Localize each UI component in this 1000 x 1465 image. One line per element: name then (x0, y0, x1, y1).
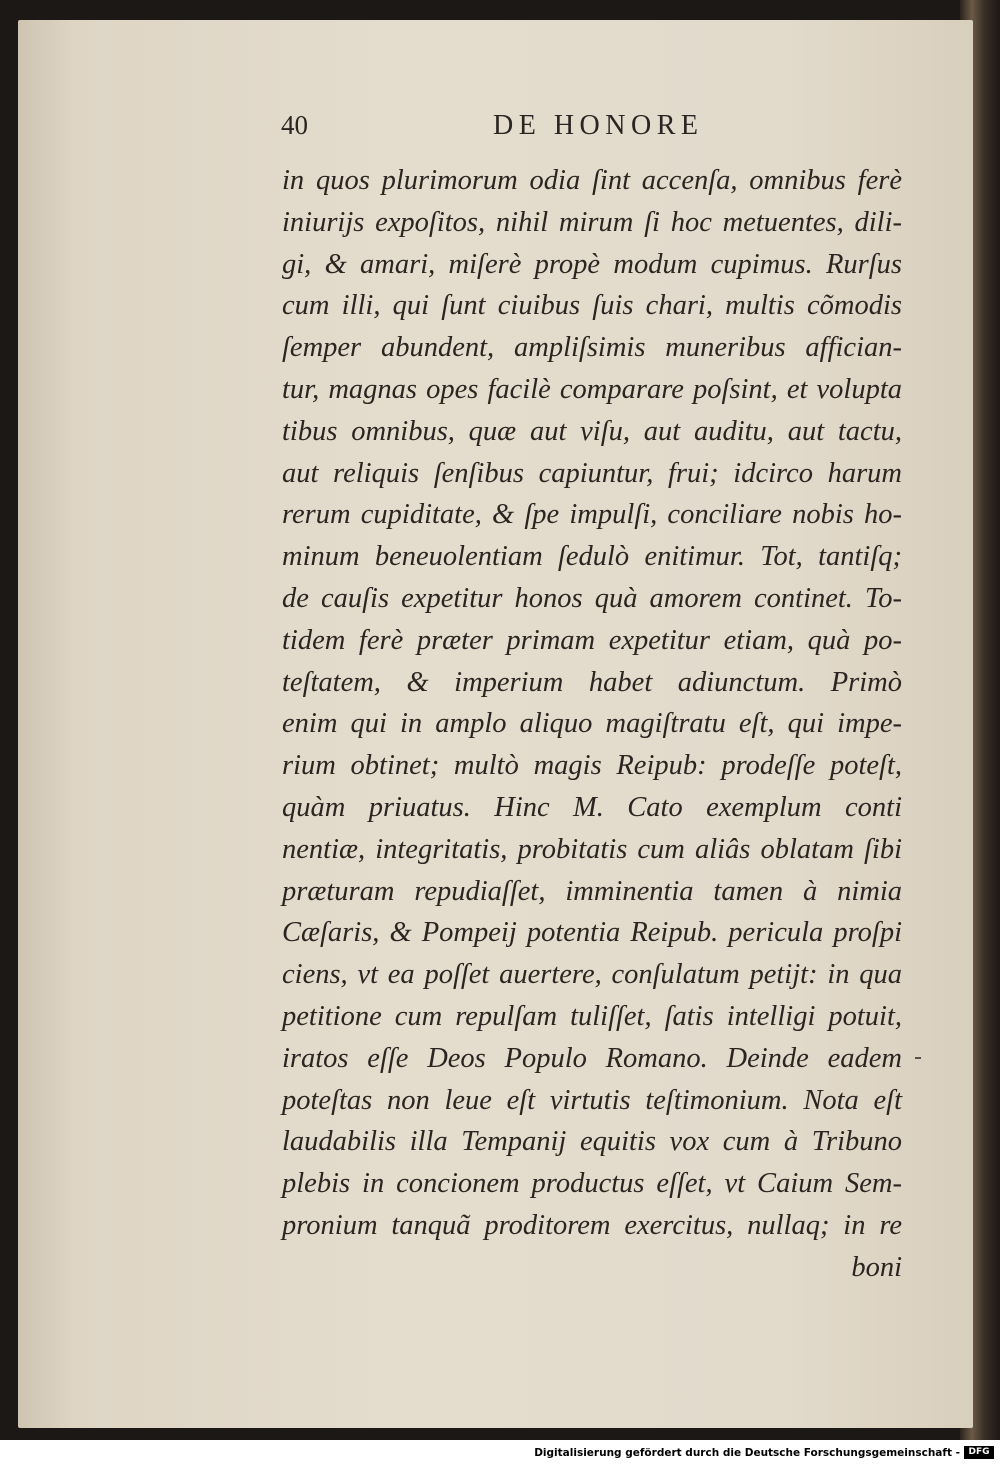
text-line: teſtatem, & imperium habet adiunctum. Primò (282, 666, 902, 698)
text-line: nentiæ, integritatis, probitatis cum aliâs oblatam ſibi (282, 833, 902, 865)
text-line: tur, magnas opes facilè comparare poſsint, et volupta (282, 373, 902, 405)
text-line: cum illi, qui ſunt ciuibus ſuis chari, multis cõmodis (282, 290, 902, 322)
text-line: pronium tanquã proditorem exercitus, nullaq; in re (282, 1209, 902, 1241)
text-line: aut reliquis ſenſibus capiuntur, frui; idcirco harum (282, 457, 902, 489)
text-line: gi, & amari, miſerè propè modum cupimus. Rurſus (282, 248, 902, 280)
text-line: ſemper abundent, ampliſsimis muneribus affician- (282, 332, 902, 364)
running-title: DE HONORE (493, 110, 704, 141)
text-line: ciens, vt ea poſſet auertere, conſulatum petijt: in qua (282, 959, 902, 991)
text-line: plebis in concionem productus eſſet, vt Caium Sem- (282, 1168, 902, 1200)
page-number: 40 (281, 110, 308, 140)
text-line: laudabilis illa Tempanij equitis vox cum à Tribuno (282, 1126, 902, 1158)
text-line: præturam repudiaſſet, imminentia tamen à nimia (282, 875, 902, 907)
text-line: petitione cum repulſam tuliſſet, ſatis intelligi potuit, (282, 1000, 902, 1032)
text-line: in quos plurimorum odia ſint accenſa, omnibus ferè (282, 165, 902, 196)
text-line: tibus omnibus, quæ aut viſu, aut auditu, aut tactu, (282, 415, 902, 447)
footer-bar (0, 1440, 1000, 1465)
text-line: tidem ferè præter primam expetitur etiam, quà po- (282, 624, 902, 656)
text-line: minum beneuolentiam ſedulò enitimur. Tot, tantiſq; (282, 541, 902, 573)
text-line: rerum cupiditate, & ſpe impulſi, conciliare nobis ho- (282, 499, 902, 531)
running-head (0, 110, 1000, 150)
text-line: quàm priuatus. Hinc M. Cato exemplum conti (282, 791, 902, 823)
text-line: iratos eſſe Deos Populo Romano. Deinde eadem (282, 1042, 902, 1074)
text-line: Cæſaris, & Pompeij potentia Reipub. pericula proſpi (282, 917, 902, 949)
text-line: enim qui in amplo aliquo magiſtratu eſt, qui impe- (282, 708, 902, 740)
text-line: de cauſis expetitur honos quà amorem continet. To- (282, 582, 902, 614)
text-line: rium obtinet; multò magis Reipub: prodeſſe poteſt, (282, 750, 902, 782)
funding-credit: Digitalisierung gefördert durch die Deutsche Forschungsgemeinschaft - (534, 1447, 960, 1459)
text-line: iniurijs expoſitos, nihil mirum ſi hoc metuentes, dili- (282, 206, 902, 238)
margin-mark (915, 1057, 921, 1059)
text-line: poteſtas non leue eſt virtutis teſtimonium. Nota eſt (282, 1084, 902, 1116)
body-text (282, 160, 902, 1289)
catchword: boni (851, 1251, 902, 1283)
dfg-logo-icon: DFG (964, 1446, 994, 1459)
